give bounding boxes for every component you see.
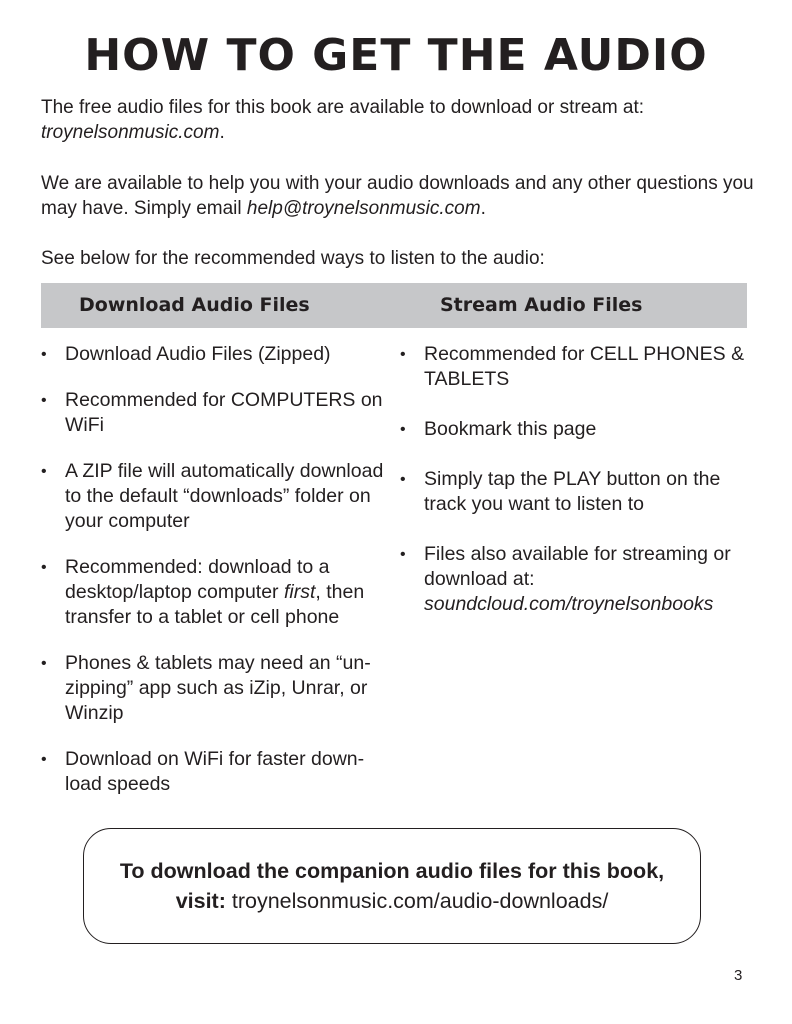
list-item: • Phones & tablets may need an “unzipping” app such as iZip, Unrar, or Winzip [41, 651, 391, 726]
callout-visit-line [84, 886, 700, 916]
intro-period: . [219, 122, 225, 143]
page-title: HOW TO GET THE AUDIO [84, 30, 708, 81]
list-item: • Recommended for CELL PHONES & TABLETS [400, 342, 760, 392]
list-item: • Download on WiFi for faster download speeds [41, 747, 391, 797]
list-item-text: , then transfer to a tablet or cell phone [65, 581, 365, 628]
columns-header-bar [41, 283, 747, 328]
soundcloud-link[interactable]: soundcloud.com/troynelsonbooks [424, 593, 714, 615]
stream-bullet-list [400, 342, 760, 642]
website-link[interactable]: troynelsonmusic.com [41, 122, 220, 143]
callout-heading: To download the companion audio files for this book, [119, 859, 665, 883]
list-item [41, 555, 391, 630]
intro-paragraph-recommend: See below for the recommended ways to listen to the audio: [41, 248, 545, 269]
callout-visit-label: visit: [175, 889, 226, 913]
list-item: • Simply tap the PLAY button on the track you want to listen to [400, 467, 760, 517]
list-item: • Recommended for COMPUTERS on WiFi [41, 388, 391, 438]
list-item-text: Recommended: download to a desktop/laptop computer [65, 556, 330, 603]
list-item: • A ZIP file will automatically download to the default “downloads” folder on your computer [41, 459, 391, 534]
intro-text: The free audio files for this book are available to download or stream at: [41, 97, 645, 118]
list-item-emphasis: first [283, 581, 316, 603]
intro-paragraph-availability [41, 95, 761, 145]
download-bullet-list [41, 342, 391, 818]
callout-url-link[interactable]: troynelsonmusic.com/audio-downloads/ [231, 889, 609, 913]
download-callout-box [83, 828, 701, 944]
list-item: • Download Audio Files (Zipped) [41, 342, 391, 367]
intro-paragraph-help [41, 171, 761, 221]
download-column-heading: Download Audio Files [79, 294, 310, 316]
stream-column-heading: Stream Audio Files [440, 294, 643, 316]
list-item-text: Files also available for streaming or download at: [424, 543, 731, 590]
list-item: • Bookmark this page [400, 417, 760, 442]
help-email-link[interactable]: help@troynelsonmusic.com [246, 198, 481, 219]
page-number: 3 [734, 967, 743, 984]
help-text: We are available to help you with your audio downloads and any other questions you may have. Simply email [41, 173, 754, 219]
help-period: . [480, 198, 486, 219]
list-item [400, 542, 760, 617]
